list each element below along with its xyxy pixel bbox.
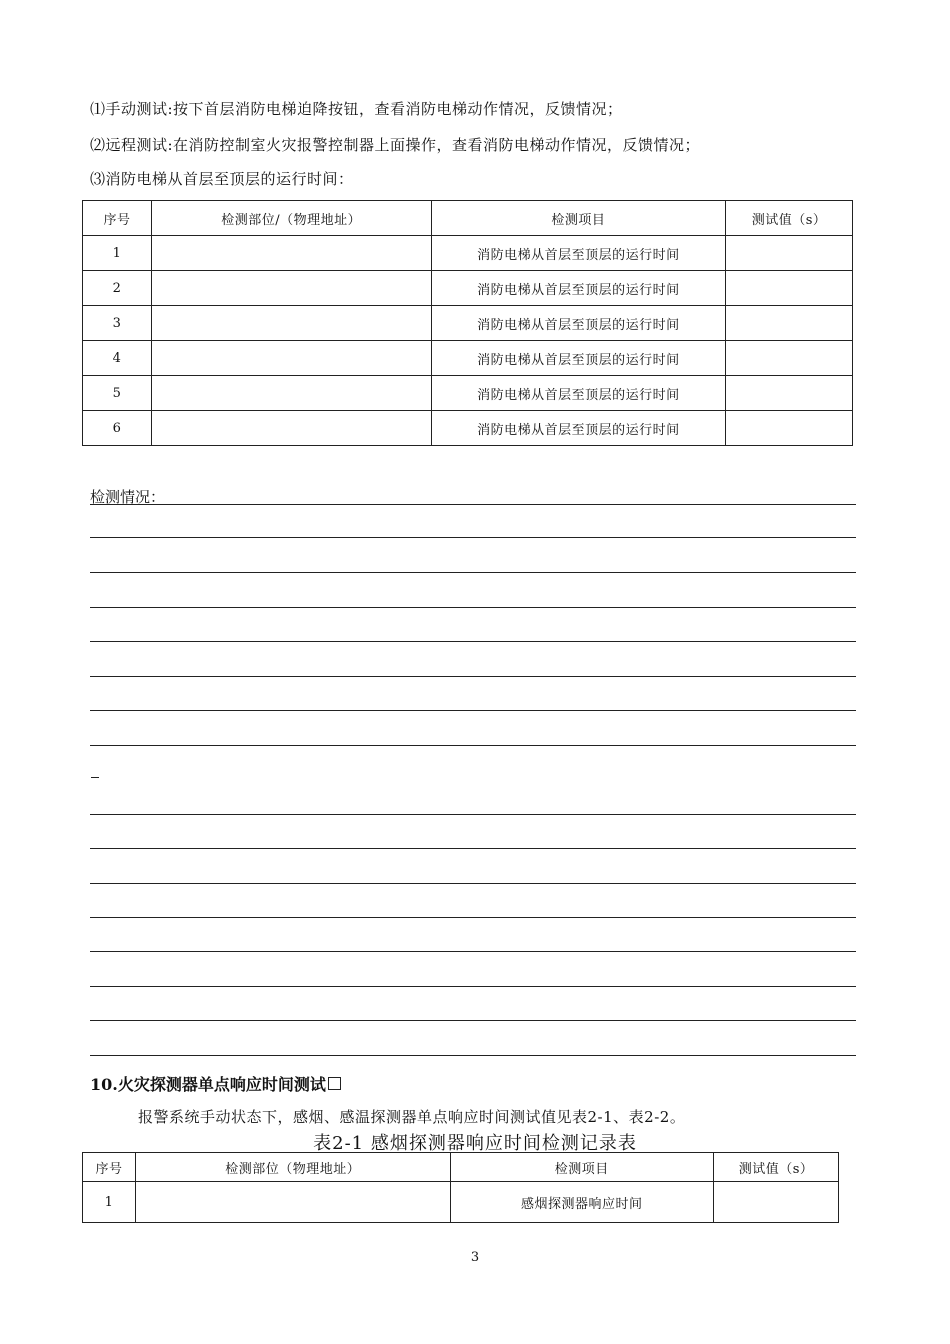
table-row — [83, 306, 853, 341]
cell-value — [726, 306, 853, 341]
table-row — [83, 271, 853, 306]
writing-line — [90, 1020, 856, 1021]
cell-location — [151, 306, 431, 341]
cell-serial: 5 — [83, 376, 152, 411]
writing-line — [90, 814, 856, 815]
cell-value — [726, 236, 853, 271]
cell-item: 消防电梯从首层至顶层的运行时间 — [431, 341, 726, 376]
table-row — [83, 236, 853, 271]
cell-serial: 3 — [83, 306, 152, 341]
header-location: 检测部位（物理地址） — [135, 1153, 450, 1182]
writing-line — [90, 607, 856, 608]
checkbox-icon[interactable] — [328, 1077, 341, 1090]
header-value: 测试值（s） — [726, 201, 853, 236]
table-header-row — [83, 1153, 839, 1182]
header-item: 检测项目 — [431, 201, 726, 236]
cell-value — [726, 411, 853, 446]
cell-location — [151, 236, 431, 271]
header-location: 检测部位/（物理地址） — [151, 201, 431, 236]
cell-item: 消防电梯从首层至顶层的运行时间 — [431, 376, 726, 411]
cell-item: 感烟探测器响应时间 — [450, 1182, 714, 1223]
inspection-label: 检测情况： — [90, 488, 166, 506]
cell-location — [151, 341, 431, 376]
cell-serial: 1 — [83, 1182, 136, 1223]
writing-line — [90, 1055, 856, 1056]
header-value: 测试值（s） — [714, 1153, 839, 1182]
writing-line — [90, 745, 856, 746]
writing-line — [90, 951, 856, 952]
writing-line — [90, 676, 856, 677]
table-row — [83, 1182, 839, 1223]
cell-location — [151, 411, 431, 446]
paragraph-manual-test: ⑴手动测试:按下首层消防电梯迫降按钮，查看消防电梯动作情况，反馈情况； — [90, 100, 623, 118]
writing-line — [90, 986, 856, 987]
cell-item: 消防电梯从首层至顶层的运行时间 — [431, 271, 726, 306]
table-header-row — [83, 201, 853, 236]
writing-line — [90, 848, 856, 849]
section-10-intro: 报警系统手动状态下，感烟、感温探测器单点响应时间测试值见表2-1、表2-2。 — [138, 1108, 686, 1126]
cell-location — [151, 376, 431, 411]
cell-item: 消防电梯从首层至顶层的运行时间 — [431, 306, 726, 341]
cell-serial: 1 — [83, 236, 152, 271]
writing-line — [90, 504, 856, 505]
table-row — [83, 376, 853, 411]
table-row — [83, 411, 853, 446]
header-serial: 序号 — [83, 1153, 136, 1182]
cell-serial: 6 — [83, 411, 152, 446]
writing-line — [90, 537, 856, 538]
elevator-runtime-table — [82, 200, 853, 446]
table-2-1-caption: 表2-1 感烟探测器响应时间检测记录表 — [313, 1133, 637, 1154]
writing-line — [90, 710, 856, 711]
smoke-detector-response-table — [82, 1152, 839, 1223]
writing-line — [90, 917, 856, 918]
cell-value — [714, 1182, 839, 1223]
cell-value — [726, 341, 853, 376]
header-item: 检测项目 — [450, 1153, 714, 1182]
writing-line — [90, 641, 856, 642]
writing-dash — [91, 777, 99, 778]
cell-value — [726, 376, 853, 411]
cell-serial: 2 — [83, 271, 152, 306]
paragraph-remote-test: ⑵远程测试:在消防控制室火灾报警控制器上面操作，查看消防电梯动作情况，反馈情况； — [90, 136, 701, 154]
cell-item: 消防电梯从首层至顶层的运行时间 — [431, 411, 726, 446]
cell-location — [135, 1182, 450, 1223]
page-number: 3 — [470, 1250, 480, 1265]
cell-serial: 4 — [83, 341, 152, 376]
writing-line — [90, 883, 856, 884]
cell-value — [726, 271, 853, 306]
cell-location — [151, 271, 431, 306]
section-10-title: 10.火灾探测器单点响应时间测试 — [90, 1075, 326, 1094]
header-serial: 序号 — [83, 201, 152, 236]
table-row — [83, 341, 853, 376]
writing-line — [90, 572, 856, 573]
cell-item: 消防电梯从首层至顶层的运行时间 — [431, 236, 726, 271]
section-10-heading — [90, 1072, 341, 1095]
paragraph-run-time: ⑶消防电梯从首层至顶层的运行时间： — [90, 170, 354, 188]
